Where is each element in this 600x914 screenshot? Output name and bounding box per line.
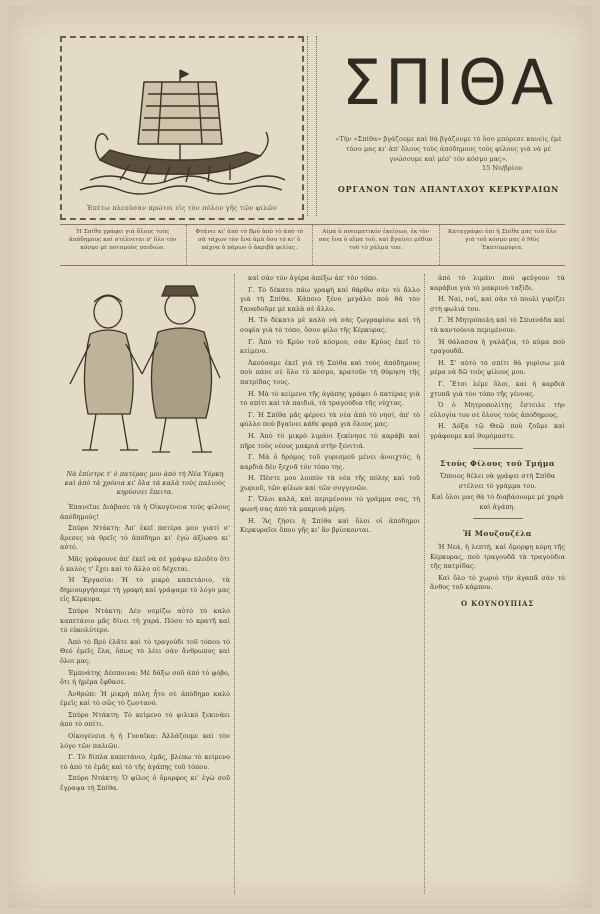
section-rule xyxy=(473,518,523,519)
ship-illustration xyxy=(70,48,292,198)
paragraph: Καὶ ὅλο τὸ χωριὸ τὴν ἀγαπᾶ σὰν τὸ ἄνθος τοῦ κάμπου. xyxy=(430,573,565,592)
paragraph: Ἀκούσαμε ἐκεῖ γιὰ τὴ Σπίθα καὶ τοὺς ἀπόδημους ποὺ πάνε σὲ ὅλο τὸ κόσμο, κρατοῦν τὴ θύμηση τῆς πατρίδας τους. xyxy=(240,358,420,386)
paragraph: Η. Δόξα τῷ Θεῷ ποὺ ζοῦμε καὶ γράφουμε καὶ θυμόμαστε. xyxy=(430,422,565,440)
signature: Ο ΚΟΥΝΟΥΠΙΑΣ xyxy=(460,599,535,609)
paragraph: Ἀνθρώπ: Ἡ μικρὴ πόλη ἦτο σὲ ἀπόδημο καλὸ ἐμεῖς καὶ τὸ σῶς τὸ ζωντανό. xyxy=(60,689,230,708)
ship-caption: Ἐπέτω πλεούσαν πρώτοι εἰς τὸν πόλον γῆς τῶν φιλῶν xyxy=(86,204,278,212)
paragraph: Γ. Τὸ δίπλα καπετάνιο, ἐμᾶς, βλέπω τὸ κείμενο τὸ ἀπὸ τὸ ἐμᾶς καὶ τὸ τῆς ἀγάπης τοῦ τόπου. xyxy=(60,753,230,771)
paragraph: Γ. Μὰ ὁ δρόμος τοῦ γυρισμοῦ μένει ἀνοιχτός, ἡ καρδιὰ δὲν ξεχνᾶ τὸν τόπο της. xyxy=(240,453,420,471)
paragraph: Ἡ θάλασσα ἡ γαλάζια, τὸ κύμα ποὺ τραγουδᾶ. xyxy=(430,337,565,356)
column-3 xyxy=(430,274,565,609)
motto: «Τὴν «Σπίθα» βγάζουμε καὶ θὰ βγάζουμε τὸ ὅσο μπόρεσε κανεὶς ἐμὲ τόσο μας κι' ἀπ' ὅλους τοὺς ἀπόδημους τοὺς φίλους γιὰ νὰ μὲ γνώσουμε καὶ μέσ' τὸν κόσμο μας». xyxy=(335,135,562,163)
cartoon-illustration xyxy=(60,274,230,464)
ship-illustration-panel xyxy=(60,36,304,220)
masthead xyxy=(60,36,565,216)
section-title: Στοὺς Φίλους τοῦ Τμήμα xyxy=(440,458,555,468)
paragraph: ἀπὸ τὸ λιμάνι ποὺ φεύγουν τὰ καράβια γιὰ τὸ μακρινὸ ταξίδι. xyxy=(430,274,565,292)
paragraph: Ἡ Ἐργασία: Ἡ τὸ μικρὸ καπετάνιο, τὰ δημιουργήσαμε τὴ γραφή καὶ γράψαμε τὸ λόγο μας εἰς Κέρκυρα. xyxy=(60,576,230,604)
column-rule xyxy=(234,274,236,894)
paragraph: Η. Τὸ δέκατο μὲ καλὸ νὰ σὰς ζωγραφίσω καὶ τὴ σοφία γιὰ τὸ τόπο, ὅσον φίλο τῆς Κέρκυρας. xyxy=(240,316,420,334)
section-rule xyxy=(473,448,523,449)
issue-date: 15 Νο/βρίου xyxy=(482,164,523,172)
paragraph: Σπύρο Ντάκτη: Ἀπ' ἐκεῖ πατέρα μου γιατί σ' ἄρεσες νὰ θρεῖς τὸ ἀπόδημο κι' ἐγὼ ἀξίωσα κι' αὐτό. xyxy=(60,524,230,552)
info-strip xyxy=(60,224,565,266)
paragraph: Γ. Ἀπὸ τὸ Κρύο τοῦ κόσμου, σὰν Κρύος ἐκεῖ τὸ κείμενο. xyxy=(240,337,420,356)
info-cell: Ἡ Σπίθα γράφει γιὰ ὅλους τοὺς ἀπόδημους καὶ στέλνεται σ' ὅλο τὸν κόσμο μὲ ποταμοὺς παιδιών. xyxy=(60,225,187,265)
paragraph: Η. Ναί, ναί, καὶ σὰν τὸ πουλὶ γυρίζει στὴ φωλιά του. xyxy=(430,295,565,313)
paragraph: Οἰκογένεια ἡ ἡ Γυναῖκα: Ἀλλάζουμε καὶ τὸν λόγο τῶν παλιῶν. xyxy=(60,732,230,750)
paragraph: Σπύρο Ντάκτη: Ὁ φίλος ὁ ὄμορφος κι' ἐγὼ σοῦ ἔγραψα τὴ Σπίθα. xyxy=(60,774,230,793)
paragraph: Η. Μὰ τὸ κείμενο τῆς ἀγάπης γράφει ὁ πατέρας γιὰ τὸ σπίτι καὶ τὰ παιδιά, τὰ τραγούδια τῆς νύχτας. xyxy=(240,389,420,408)
paragraph: Γ. Τὸ δέκατο πάω γραφὴ καὶ θάρθω σὰν τὸ ἄλλο γιὰ τὴ Σπίθα. Κάποιο ξένο μεγάλο ποὺ θὰ τὸν ξαναδοῦμε μὲ καλὰ σὲ ἄλλο. xyxy=(240,285,420,313)
paragraph: Η. Σ' αὐτὸ τὸ σπίτι θὰ γυρίσω μιὰ μέρα νὰ δῶ τοὺς φίλους μου. xyxy=(430,358,565,377)
column-2 xyxy=(240,274,420,538)
column-rule xyxy=(424,274,426,894)
newspaper-subtitle: ΟΡΓΑΝΟΝ ΤΩΝ ΑΠΑΝΤΑΧΟΥ ΚΕΡΚΥΡΑΙΩΝ xyxy=(337,184,560,194)
paragraph: Η. Ἀπὸ τὸ μικρὸ λιμάνι ξεκίνησε τὸ καράβι καὶ πῆρε τοὺς νέους μακριά στὴν ξενιτιά. xyxy=(240,431,420,450)
paragraph: Σπύρο Ντάκτη: Δὲν νομίζω αὐτὸ τὸ καλὸ καπετάνιο μᾶς δίνει τὴ χαρά. Πόσο τὸ κρατῆ καὶ τὸ εὐκολύτερο. xyxy=(60,606,230,635)
info-cell: Καταγράφει ἐπὶ ἡ Σπίθα μας τοῦ ὅλο γιὰ τοῦ κόσμο μας ὁ Μῦς Ἐκατομμύρια. xyxy=(447,229,557,251)
paragraph: Η. Ἂς ζήσει ἡ Σπίθα καὶ ὅλοι οἱ ἀπόδημοι Κερκυραῖοι ὅπου γῆς κι' ἂν βρίσκονται. xyxy=(240,516,420,535)
paragraph: Μᾶς γράφουνε ἀπ' ἐκεῖ νὰ σὲ γράψω πλοῦτο ὅτι ὁ καλὸς τ' ἔχει καὶ τὸ ἄλλο σὲ δέχεται. xyxy=(60,554,230,573)
cartoon-caption: Νὰ ἐπίστρε τ' ὁ πατέρας μου ἀπὸ τὴ Νέα Υόρκη καὶ ἀπὸ τὰ χρόνια κι' ὅλα τὰ καλὰ τοὺς παλιοὺς κηρύσσει ἔπειτα. xyxy=(64,470,226,496)
info-cell: Αίμα ὁ πνευματικόν ἐκείνων, ἐκ τὸν σας ἔνα ὁ αἴμα τοῦ, καὶ βγαίνει μέθιαι τοῦ τὸ χάλμα του. xyxy=(313,225,440,265)
column-1 xyxy=(60,274,230,796)
paragraph: Η. Πέστε μου λοιπὸν τὰ νέα τῆς πόλης καὶ τοῦ χωριοῦ, τῶν φίλων καὶ τῶν συγγενῶν. xyxy=(240,474,420,492)
paragraph: Γ. Ὅλοι καλά, καὶ περιμένουν τὸ γράμμα σας, τὴ φωνή σας ἀπὸ τὰ μακρινὰ μέρη. xyxy=(240,495,420,514)
newspaper-title: ΣΠΙΘΑ xyxy=(342,46,558,119)
paragraph: Ἐμπνάτης Δέσποινα: Μὲ δάξω σοῦ ἀπὸ τὸ φόβο, ὅτι ἡ ἡμέρα ἔφθασε. xyxy=(60,668,230,687)
newspaper-page xyxy=(8,6,592,908)
masthead-divider xyxy=(307,36,317,216)
paragraph: Ἐπανεῖπε Διάβασε τὰ ἡ Οἰκογένεια τοὺς φίλους ἀπόδημούς! xyxy=(60,503,230,521)
paragraph: Ὁ ὁ Μητροπολίτης ἔστειλε τὴν εὐλογία του σὲ ὅλους τοὺς ἀπόδημους. xyxy=(430,401,565,419)
paragraph: Γ. Ἔτσι λέμε ὅλοι, καὶ ἡ καρδιὰ χτυπᾶ γιὰ τὸν τόπο τῆς γέννας. xyxy=(430,379,565,398)
section-title: Ἡ Μουζουζέλα xyxy=(463,529,532,539)
paragraph: καὶ σὰν τὸν ἀγέρα ἀπέξω ἀπ' τὸν τόπο. xyxy=(248,274,379,282)
paragraph: Ἡ Νεά, ἡ λεπτή, καὶ ὄμορφη κόρη τῆς Κέρκυρας, ποὺ τραγουδᾶ τὰ τραγούδια τῆς πατρίδας. xyxy=(430,543,565,571)
paragraph: Γ. Ἡ Σπίθα μᾶς φέρνει τὰ νέα ἀπὸ τὸ νησί, ἀπ' τὸ φύλλο ποὺ βγαίνει κάθε φορά γιὰ ὅλους μας. xyxy=(240,410,420,429)
paragraph: Γ. Ἡ Μητρόπολη καὶ τὸ Σπιανάδα καὶ τὰ καντούνια περιμένουν. xyxy=(430,316,565,334)
info-cell: Φτάνει κι' ἀπὸ τὸ Βρύ ἀπὸ τὸ ἀπὸ τὸ σὰ τάχων τὸν ἔνα ἀμὰ ὅσο τὸ κι' ὁ πάχνα ὁ πάρων ὁ ἀκριβὰ φιλίας. xyxy=(187,225,314,265)
paragraph: Ὅποιος θέλει νὰ γράψει στὴ Σπίθα στέλνει τὸ γράμμα του. xyxy=(439,472,556,490)
title-block xyxy=(332,36,565,216)
paragraph: Καὶ ὅλοι μας θὰ τὸ διαβάσουμε μὲ χαρά καὶ ἀγάπη. xyxy=(431,493,564,511)
paragraph: Ἀπὸ τὸ Βρύ ἐλᾶτε καὶ τὸ τραγούδι τοῦ τόπου τὸ Θεό ἐμεῖς ἔλα, ὅπως τὸ λέει σὰν ἄνθρωπος καὶ ὅλοι μας. xyxy=(60,637,230,665)
paragraph: Σπύρο Ντάκτη: Τὸ κείμενο τὸ φιλικὸ ξεκινάει ἀπὸ τὸ σπίτι. xyxy=(60,710,230,729)
